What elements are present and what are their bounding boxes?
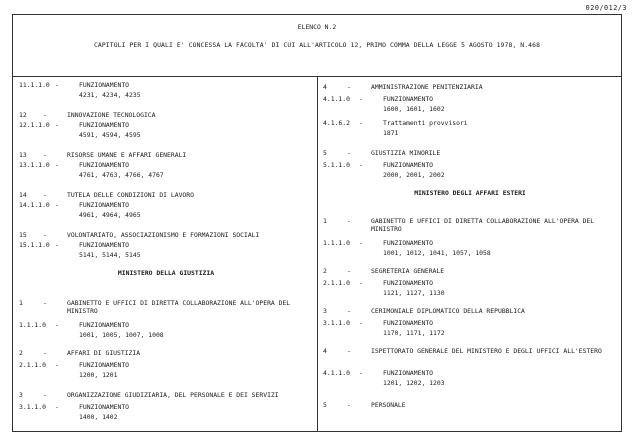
section-heading: 3 - CERIMONIALE DIPLOMATICO DELLA REPUBBLICA [323,307,525,315]
chapter-numbers: 4761, 4763, 4766, 4767 [79,171,164,179]
chapter-entry: 13.1.1.0 - FUNZIONAMENTO [19,161,130,169]
chapter-numbers: 2000, 2001, 2002 [383,171,445,179]
chapter-entry: 3.1.1.0 - FUNZIONAMENTO [323,319,434,327]
chapter-numbers: 1001, 1012, 1041, 1057, 1058 [383,249,491,257]
chapter-entry: 11.1.1.0 - FUNZIONAMENTO [19,81,130,89]
document-frame [12,14,622,432]
chapter-numbers: 1400, 1402 [79,413,118,421]
chapter-numbers: 4961, 4964, 4965 [79,211,141,219]
list-number: ELENCO N.2 [297,23,337,31]
chapter-entry: 14.1.1.0 - FUNZIONAMENTO [19,201,130,209]
chapter-numbers: 1121, 1127, 1130 [383,289,445,297]
section-title: INNOVAZIONE TECNOLOGICA [67,111,156,119]
chapter-entry: 2.1.1.0 - FUNZIONAMENTO [19,361,130,369]
chapter-numbers: 4591, 4594, 4595 [79,131,141,139]
section-heading: 14 - TUTELA DELLE CONDIZIONI DI LAVORO [19,191,194,199]
section-heading: 1 - GABINETTO E UFFICI DI DIRETTA COLLABORAZIONE ALL'OPERA DEL [19,299,291,307]
chapter-entry: 2.1.1.0 - FUNZIONAMENTO [323,279,434,287]
section-heading: 13 - RISORSE UMANE E AFFARI GENERALI [19,151,187,159]
chapter-numbers: 1600, 1601, 1602 [383,105,445,113]
chapter-entry: 3.1.1.0 - FUNZIONAMENTO [19,403,130,411]
chapter-numbers: 1001, 1005, 1007, 1008 [79,331,164,339]
chapter-numbers: 5141, 5144, 5145 [79,251,141,259]
section-heading: 2 - SEGRETERIA GENERALE [323,267,445,275]
chapter-numbers: 1200, 1201 [79,371,118,379]
section-title-continued: MINISTRO [371,225,402,233]
chapter-entry: 5.1.1.0 - FUNZIONAMENTO [323,161,434,169]
section-heading: 12 - INNOVAZIONE TECNOLOGICA [19,111,156,119]
section-heading: 4 - AMMINISTRAZIONE PENITENZIARIA [323,83,483,91]
chapter-entry: 4.1.1.0 - FUNZIONAMENTO [323,95,434,103]
document-header [13,15,621,77]
entry-label: FUNZIONAMENTO [79,81,130,89]
entry-code: 11.1.1.0 [19,81,50,89]
section-heading: 1 - GABINETTO E UFFICI DI DIRETTA COLLABORAZIONE ALL'OPERA DEL [323,217,595,225]
chapter-numbers: 1871 [383,129,399,137]
section-heading: 15 - VOLONTARIATO, ASSOCIAZIONISMO E FORMAZIONI SOCIALI [19,231,260,239]
section-heading: 5 - GIUSTIZIA MINORILE [323,149,441,157]
section-heading: 5 - PERSONALE [323,401,406,409]
chapter-entry: 15.1.1.0 - FUNZIONAMENTO [19,241,130,249]
section-title-continued: MINISTRO [67,307,98,315]
section-heading: 3 - ORGANIZZAZIONE GIUDIZIARIA, DEL PERSONALE E DEI SERVIZI [19,391,279,399]
chapter-numbers: 4231, 4234, 4235 [79,91,141,99]
list-description: CAPITOLI PER I QUALI E' CONCESSA LA FACOLTA' DI CUI ALL'ARTICOLO 12, PRIMO COMMA DELLA LEGGE 5 AGOSTO 1978, N.468 [93,41,541,49]
column-divider [317,77,318,431]
section-heading: 2 - AFFARI DI GIUSTIZIA [19,349,141,357]
chapter-entry: 1.1.1.0 - FUNZIONAMENTO [323,239,434,247]
chapter-entry: 1.1.1.0 - FUNZIONAMENTO [19,321,130,329]
chapter-entry: 4.1.6.2 - Trattamenti provvisori [323,119,468,127]
chapter-entry: 4.1.1.0 - FUNZIONAMENTO [323,369,434,377]
chapter-entry: 12.1.1.0 - FUNZIONAMENTO [19,121,130,129]
chapter-numbers: 1170, 1171, 1172 [383,329,445,337]
chapter-numbers: 1201, 1202, 1203 [383,379,445,387]
section-heading: 4 - ISPETTORATO GENERALE DEL MINISTERO E DEGLI UFFICI ALL'ESTERO [323,347,602,355]
ministry-title: MINISTERO DEGLI AFFARI ESTERI [414,189,526,197]
page-identifier: 020/012/3 [585,4,627,12]
ministry-title: MINISTERO DELLA GIUSTIZIA [117,269,215,277]
